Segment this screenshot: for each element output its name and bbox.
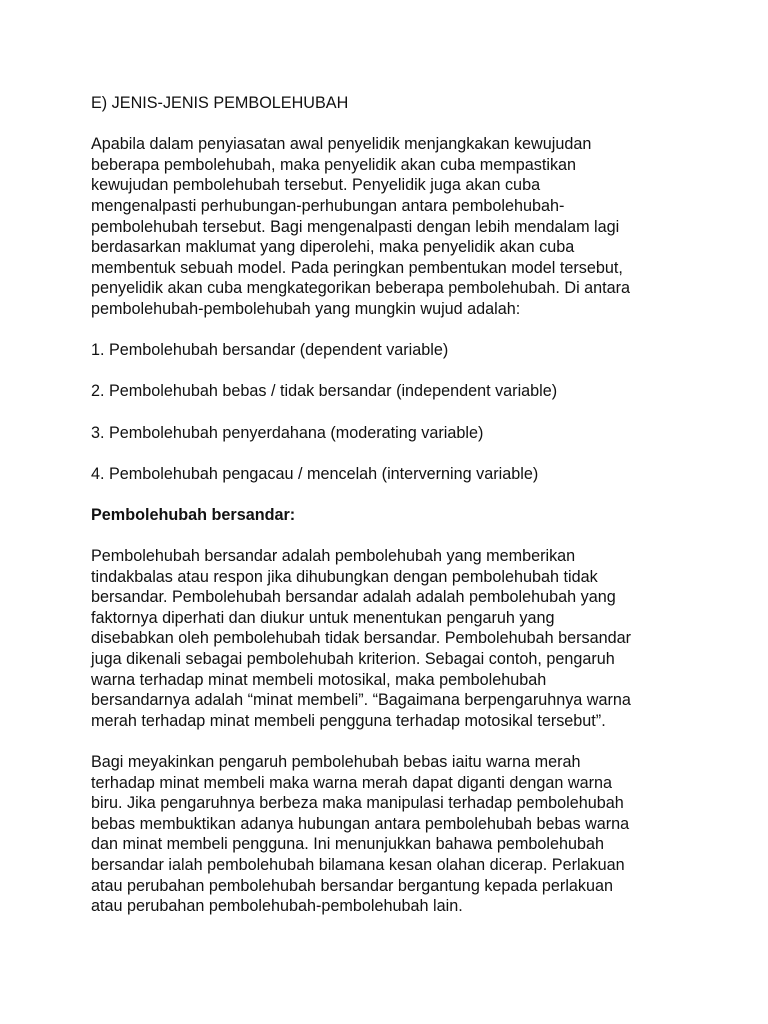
list-item-4: 4. Pembolehubah pengacau / mencelah (interverning variable) <box>91 464 539 483</box>
paragraph-example: Bagi meyakinkan pengaruh pembolehubah bebas iaitu warna merah terhadap minat membeli maka warna merah dapat diganti dengan warna biru. Jika pengaruhnya berbeza maka manipulasi terhadap pembolehubah bebas membuktikan adanya hubungan antara pembolehubah bebas warna dan minat membeli pengguna. Ini menunjukkan bahawa pembolehubah bersandar ialah pembolehubah bilamana kesan olahan dicerap. Perlakuan atau perubahan pembolehubah bersandar bergantung kepada perlakuan atau perubahan pembolehubah-pembolehubah lain. <box>91 753 630 916</box>
list-item-2: 2. Pembolehubah bebas / tidak bersandar (independent variable) <box>91 382 558 401</box>
subheading-pembolehubah-bersandar: Pembolehubah bersandar: <box>91 505 296 524</box>
list-item-1: 1. Pembolehubah bersandar (dependent variable) <box>91 341 449 360</box>
list-item-3: 3. Pembolehubah penyerdahana (moderating variable) <box>91 423 484 442</box>
intro-paragraph: Apabila dalam penyiasatan awal penyelidik menjangkakan kewujudan beberapa pembolehubah, maka penyelidik akan cuba mempastikan kewujudan pembolehubah tersebut. Penyelidik juga akan cuba mengenalpasti perhubungan-perhubungan antara pembolehubah- pembolehubah tersebut. Bagi mengenalpasti dengan lebih mendalam lagi berdasarkan maklumat yang diperolehi, maka penyelidik akan cuba membentuk sebuah model. Pada peringkan pembentukan model tersebut, penyelidik akan cuba mengkategorikan beberapa pembolehubah. Di antara pembolehubah-pembolehubah yang mungkin wujud adalah: <box>91 135 631 318</box>
paragraph-definition: Pembolehubah bersandar adalah pembolehubah yang memberikan tindakbalas atau respon jika dihubungkan dengan pembolehubah tidak bersandar. Pembolehubah bersandar adalah adalah pembolehubah yang faktornya diperhati dan diukur untuk menentukan pengaruh yang disebabkan oleh pembolehubah tidak bersandar. Pembolehubah bersandar juga dikenali sebagai pembolehubah kriterion. Sebagai contoh, pengaruh warna terhadap minat membeli motosikal, maka pembolehubah bersandarnya adalah “minat membeli”. “Bagaimana berpengaruhnya warna merah terhadap minat membeli pengguna terhadap motosikal tersebut”. <box>91 547 631 730</box>
section-heading: E) JENIS-JENIS PEMBOLEHUBAH <box>91 94 349 112</box>
